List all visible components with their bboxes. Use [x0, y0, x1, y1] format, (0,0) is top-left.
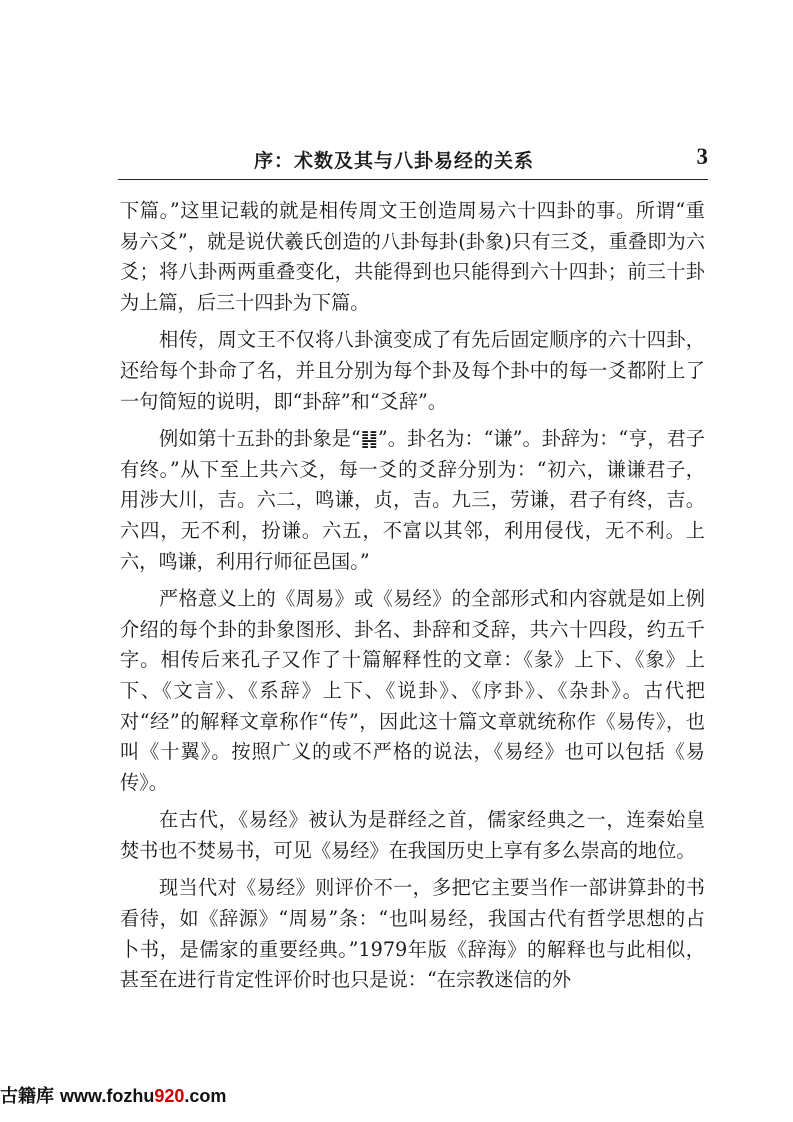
paragraph-2: 相传，周文王不仅将八卦演变成了有先后固定顺序的六十四卦，还给每个卦命了名，并且分别为每个卦及每个卦中的每一爻都附上了一句简短的说明，即“卦辞”和“爻辞”。 — [120, 328, 705, 413]
footer-url-prefix: www.fozhu — [60, 1086, 155, 1106]
footer-url-accent: 920 — [154, 1086, 185, 1106]
paragraph-1: 下篇。”这里记载的就是相传周文王创造周易六十四卦的事。所谓“重易六爻”，就是说伏羲氏创造的八卦每卦(卦象)只有三爻，重叠即为六爻；将八卦两两重叠变化，共能得到也只能得到六十四卦；前三十卦为上篇，后三十四卦为下篇。 — [120, 199, 705, 314]
body-text — [120, 196, 705, 996]
header-title: 序：术数及其与八卦易经的关系 — [254, 150, 535, 172]
watermark-footer — [0, 1082, 226, 1108]
page-number: 3 — [696, 144, 708, 169]
header-rule — [118, 179, 708, 180]
paragraph-6: 现当代对《易经》则评价不一，多把它主要当作一部讲算卦的书看待，如《辞源》“周易”条：“也叫易经，我国古代有哲学思想的占卜书，是儒家的重要经典。”1979年版《辞海》的解释也与此相似，甚至在进行肯定性评价时也只是说：“在宗教迷信的外 — [120, 876, 705, 992]
footer-url-suffix: .com — [184, 1086, 227, 1106]
footer-site-name: 古籍库 — [0, 1086, 54, 1107]
paragraph-5: 在古代，《易经》被认为是群经之首，儒家经典之一，连秦始皇焚书也不焚易书，可见《易经》在我国历史上享有多么崇高的地位。 — [120, 808, 705, 862]
paragraph-3: 例如第十五卦的卦象是“䷎”。卦名为：“谦”。卦辞为：“亨，君子有终。”从下至上共六爻，每一爻的爻辞分别为：“初六，谦谦君子，用涉大川，吉。六二，鸣谦，贞，吉。九三，劳谦，君子有终，吉。六四，无不利，扮谦。六五，不富以其邻，利用侵伐，无不利。上六，鸣谦，利用行师征邑国。” — [120, 427, 705, 573]
running-header — [118, 146, 708, 178]
footer-url — [60, 1086, 226, 1106]
paragraph-4: 严格意义上的《周易》或《易经》的全部形式和内容就是如上例介绍的每个卦的卦象图形、卦名、卦辞和爻辞，共六十四段，约五千字。相传后来孔子又作了十篇解释性的文章：《彖》上下、《象》上下、《文言》、《系辞》上下、《说卦》、《序卦》、《杂卦》。古代把对“经”的解释文章称作“传”，因此这十篇文章就统称作《易传》，也叫《十翼》。按照广义的或不严格的说法，《易经》也可以包括《易传》。 — [120, 587, 705, 794]
